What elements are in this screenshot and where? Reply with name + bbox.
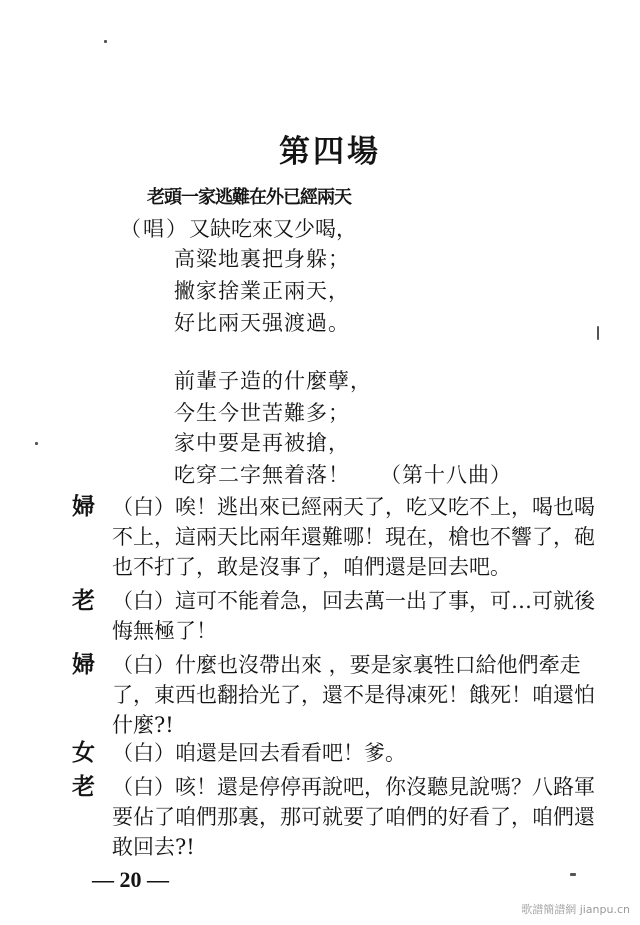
dialogue-speech (112, 738, 602, 768)
site-watermark: 歌譜簡譜網 jianpu.cn (521, 903, 630, 916)
verse-line: 高粱地裏把身躲； (174, 247, 350, 271)
verse-line: 今生今世苦難多； (174, 401, 350, 425)
scan-speck (35, 442, 38, 445)
verse-line: 撇家捨業正兩天， (174, 279, 350, 303)
speech-line: 了，東西也翻拾光了，還不是得凍死！餓死！咱還怕 (112, 683, 595, 707)
speaker-label: 婦 (72, 651, 95, 678)
verse-line: 又缺吃來又少喝， (189, 217, 357, 241)
dialogue-speech (112, 650, 602, 740)
speech-line: （白）咱還是回去看看吧！爹。 (112, 741, 406, 765)
speech-line: 要佔了咱們那裏，那可就要了咱們的好看了，咱們還 (112, 805, 595, 829)
speech-line: （白）唉！逃出來已經兩天了，吃又吃不上，喝也喝 (112, 495, 595, 519)
speech-line: 不上，這兩天比兩年還難哪！現在，槍也不響了，砲 (112, 525, 595, 549)
speech-line: （白）這可不能着急，回去萬一出了事，可…可就後 (112, 589, 595, 613)
scene-title: 第四場 (279, 134, 381, 170)
speaker-label: 婦 (72, 493, 95, 520)
speaker-label: 女 (72, 739, 95, 766)
verse-line: 吃穿二字無着落！ (174, 463, 350, 487)
speech-line: 悔無極了！ (112, 619, 217, 643)
song-first-line (120, 214, 357, 244)
speech-line: （白）什麼也沒帶出來 ，要是家裏牲口給他們牽走 (112, 653, 581, 677)
dialogue-speech (112, 772, 602, 862)
dialogue-speech (112, 492, 602, 582)
scan-speck (104, 40, 107, 43)
speech-line: 也不打了，敢是沒事了，咱們還是回去吧。 (112, 555, 511, 579)
verse-line: 家中要是再被搶， (174, 431, 350, 455)
page-number: — 20 — (92, 867, 169, 892)
speech-line: 敢回去?! (112, 835, 195, 859)
verse-line: 前輩子造的什麼孽， (174, 369, 372, 393)
verse-line-with-tune (174, 460, 512, 490)
sing-label: （唱） (120, 217, 189, 241)
scan-speck (570, 873, 576, 876)
speech-line: （白）咳！還是停停再說吧，你沒聽見說嗎？八路軍 (112, 775, 595, 799)
speaker-label: 老 (72, 773, 95, 800)
scan-speck (597, 326, 599, 340)
dialogue-speech (112, 586, 602, 646)
verse-line: 好比兩天强渡過。 (174, 311, 350, 335)
tune-number: （第十八曲） (380, 463, 512, 487)
stage-direction: 老頭一家逃難在外已經兩天 (147, 187, 351, 208)
speaker-label: 老 (72, 587, 95, 614)
speech-line: 什麼?! (112, 713, 174, 737)
